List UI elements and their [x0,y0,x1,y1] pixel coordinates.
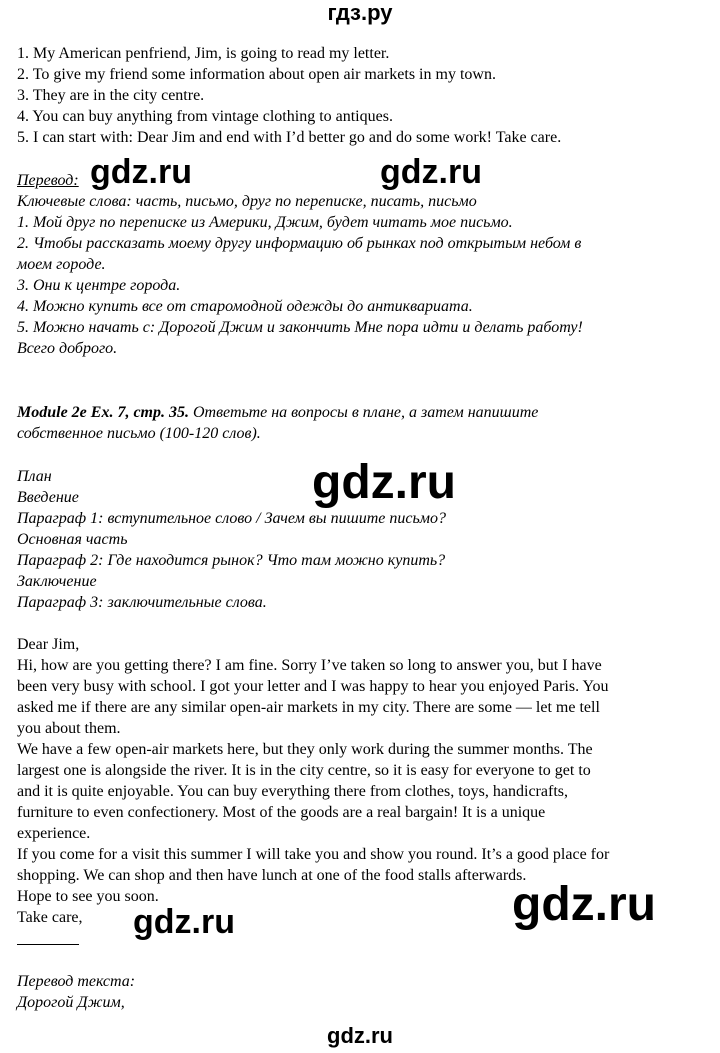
letter-line: experience. [17,825,91,842]
watermark: gdz.ru [512,878,656,931]
translation-line: 1. Мой друг по переписке из Америки, Джим, будет читать мое письмо. [17,214,513,231]
plan-line: Параграф 2: Где находится рынок? Что там можно купить? [17,552,446,569]
letter-line: and it is quite enjoyable. You can buy everything there from clothes, toys, handicrafts, [17,783,568,800]
signature-line [17,944,79,945]
answer-line: 3. They are in the city centre. [17,87,205,104]
watermark: gdz.ru [90,153,192,191]
letter-line: been very busy with school. I got your letter and I was happy to hear you enjoyed Paris. You [17,678,609,695]
plan-line: Введение [17,489,79,506]
letter-line: shopping. We can shop and then have lunch at one of the food stalls afterwards. [17,867,527,884]
letter-line: Take care, [17,909,83,926]
translation-line: 2. Чтобы рассказать моему другу информацию об рынках под открытым небом в [17,235,582,252]
task-text: Ответьте на вопросы в плане, а затем напишите [189,404,539,421]
task-text: собственное письмо (100-120 слов). [17,425,261,442]
letter-line: largest one is alongside the river. It is in the city centre, so it is easy for everyone to get to [17,762,591,779]
translation-line: Всего доброго. [17,340,118,357]
watermark: gdz.ru [380,153,482,191]
translation-line: 5. Можно начать с: Дорогой Джим и закончить Мне пора идти и делать работу! [17,319,583,336]
letter-translation-label: Перевод текста: [17,973,136,990]
letter-line: Hi, how are you getting there? I am fine. Sorry I’ve taken so long to answer you, but I have [17,657,602,674]
plan-line: Заключение [17,573,97,590]
letter-line: Hope to see you soon. [17,888,159,905]
letter-line: If you come for a visit this summer I will take you and show you round. It’s a good place for [17,846,610,863]
answer-line: 2. To give my friend some information about open air markets in my town. [17,66,496,83]
plan-line: План [17,468,52,485]
task-ref: Module 2e Ex. 7, стр. 35. [17,404,189,421]
watermark: gdz.ru [312,456,456,509]
answer-line: 4. You can buy anything from vintage clothing to antiques. [17,108,393,125]
plan-line: Параграф 3: заключительные слова. [17,594,267,611]
translation-line: моем городе. [17,256,106,273]
letter-line: furniture to even confectionery. Most of the goods are a real bargain! It is a unique [17,804,546,821]
site-header[interactable]: гдз.ру [327,0,393,25]
letter-line: asked me if there are any similar open-air markets in my city. There are some — let me tell [17,699,600,716]
translation-line: 4. Можно купить все от старомодной одежды до антиквариата. [17,298,473,315]
translation-line: 3. Они к центре города. [17,277,181,294]
translation-line: Ключевые слова: часть, письмо, друг по переписке, писать, письмо [17,193,477,210]
letter-line: Dear Jim, [17,636,80,653]
plan-line: Основная часть [17,531,128,548]
watermark: gdz.ru [133,903,235,941]
letter-line: you about them. [17,720,121,737]
plan-line: Параграф 1: вступительное слово / Зачем вы пишите письмо? [17,510,446,527]
translation-label: Перевод: [17,172,79,189]
letter-translation-greeting: Дорогой Джим, [17,994,125,1011]
answer-line: 5. I can start with: Dear Jim and end with I’d better go and do some work! Take care. [17,129,562,146]
answer-line: 1. My American penfriend, Jim, is going to read my letter. [17,45,390,62]
task-heading [17,402,538,423]
site-footer[interactable]: gdz.ru [327,1023,393,1048]
letter-line: We have a few open-air markets here, but they only work during the summer months. The [17,741,593,758]
